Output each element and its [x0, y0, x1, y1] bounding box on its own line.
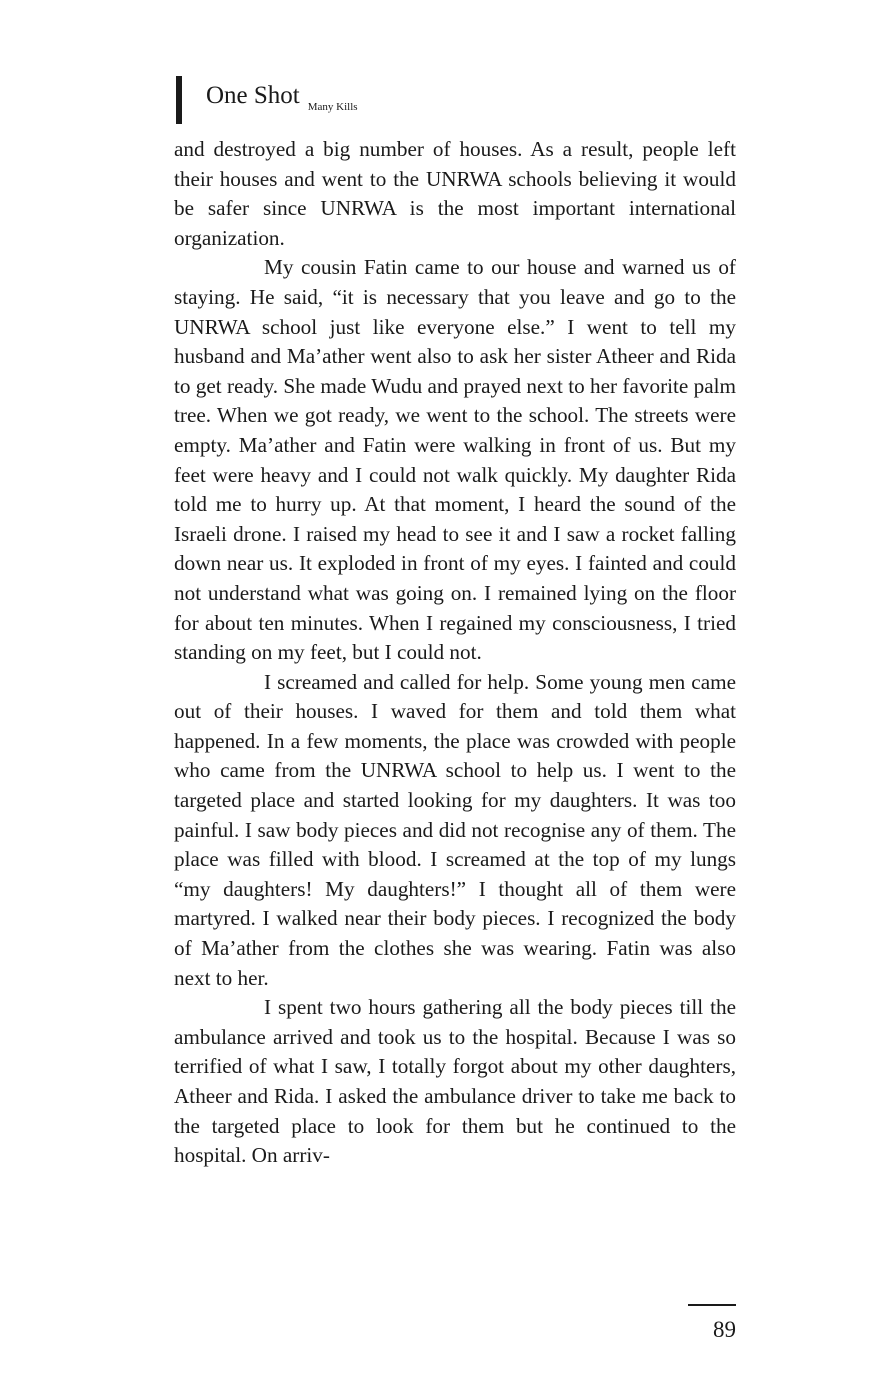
paragraph-continuation: and destroyed a big number of houses. As a result, people left their houses and went to the UNRWA schools believing it would be safer since UNRWA is the most important international organization. [174, 137, 736, 250]
paragraph: I spent two hours gathering all the body pieces till the ambulance arrived and took us to the hospital. Because I was so terrified of what I saw, I totally forgot about my other daughters, Atheer and Rida. I asked the ambulance driver to take me back to the targeted place to look for them but he continued to the hospital. On arriv- [174, 995, 736, 1168]
header-bar [176, 76, 182, 124]
book-subtitle: Many Kills [307, 101, 358, 113]
paragraph: My cousin Fatin came to our house and warned us of staying. He said, “it is necessary that you leave and go to the UNRWA school just like everyone else.” I went to tell my husband and Ma’ather went also to ask her sister Atheer and Rida to get ready. She made Wudu and prayed next to her favorite palm tree. When we got ready, we went to the school. The streets were empty. Ma’ather and Fatin were walking in front of us. But my feet were heavy and I could not walk quickly. My daughter Rida told me to hurry up. At that moment, I heard the sound of the Israeli drone. I raised my head to see it and I saw a rocket falling down near us. It exploded in front of my eyes. I fainted and could not understand what was going on. I remained lying on the floor for about ten minutes. When I regained my consciousness, I tried standing on my feet, but I could not. [174, 255, 736, 665]
paragraph: I screamed and called for help. Some young men came out of their houses. I waved for them and told them what happened. In a few moments, the place was crowded with people who came from the UNRWA school to help us. I went to the targeted place and started looking for my daughters. It was too painful. I saw body pieces and did not recognise any of them. The place was filled with blood. I screamed at the top of my lungs “my daughters! My daughters!” I thought all of them were martyred. I walked near their body pieces. I recognized the body of Ma’ather from the clothes she was wearing. Fatin was also next to her. [174, 669, 736, 990]
body-text [174, 135, 736, 1171]
footer-rule [688, 1304, 736, 1306]
book-title: One Shot [206, 82, 300, 109]
page-number: 89 [713, 1317, 736, 1342]
running-header [176, 74, 358, 124]
